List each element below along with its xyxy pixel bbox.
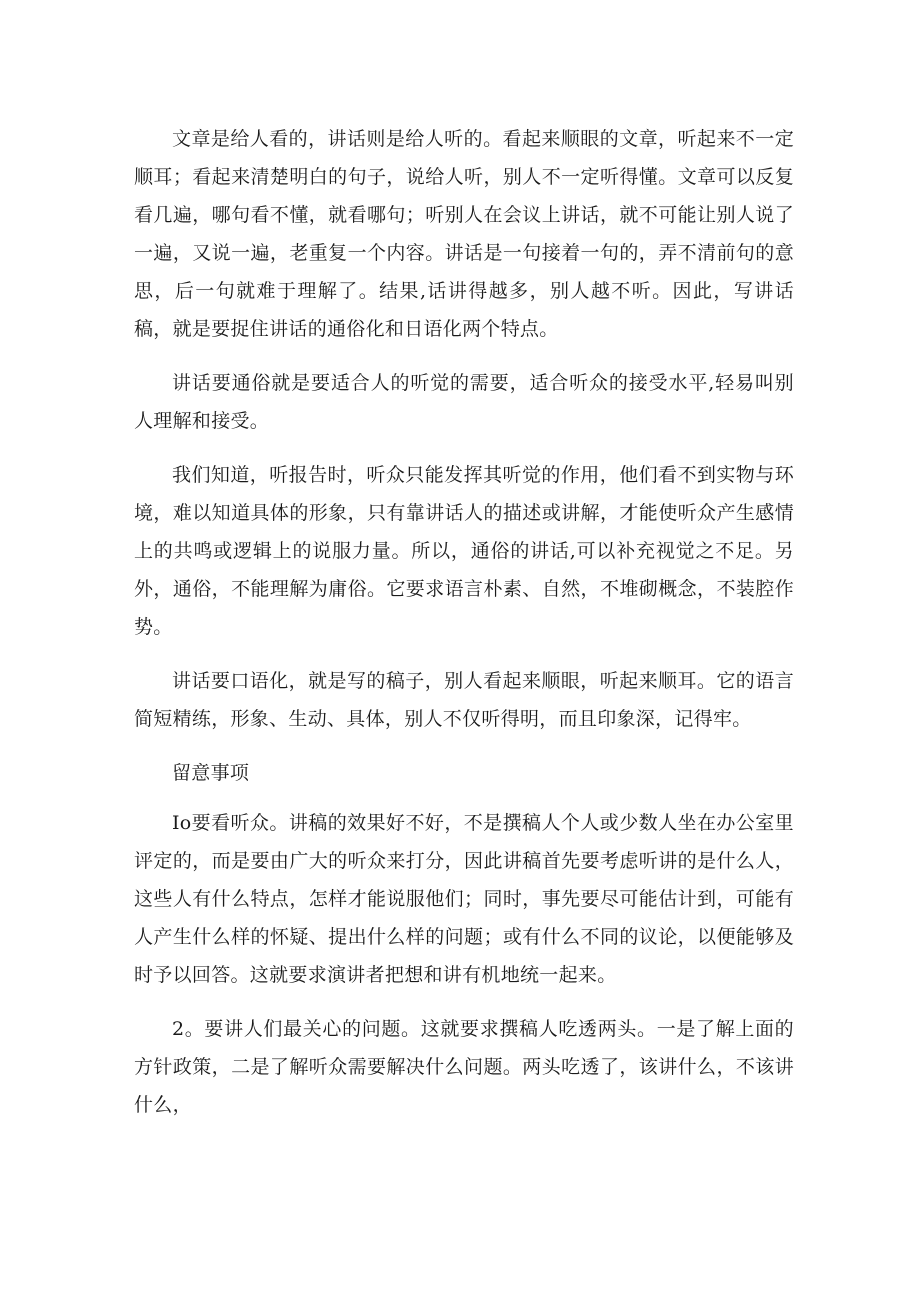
paragraph-intro: 文章是给人看的，讲话则是给人听的。看起来顺眼的文章，听起来不一定顺耳；看起来清楚明白的句子，说给人听，别人不一定听得懂。文章可以反复看几遍，哪句看不懂，就看哪句；听别人在会议上讲话，就不可能让别人说了一遍，又说一遍，老重复一个内容。讲话是一句接着一句的，弄不清前句的意思，后一句就难于理解了。结果,话讲得越多，别人越不听。因此，写讲话稿，就是要捉住讲话的通俗化和日语化两个特点。 <box>134 128 794 340</box>
paragraph-popular: 讲话要通俗就是要适合人的听觉的需要，适合听众的接受水平,轻易叫别人理解和接受。 <box>134 372 794 432</box>
paragraph-note-1: Io要看听众。讲稿的效果好不好，不是撰稿人个人或少数人坐在办公室里评定的，而是要由广大的听众来打分，因此讲稿首先要考虑听讲的是什么人，这些人有什么特点，怎样才能说服他们；同时，事先要尽可能估计到，可能有人产生什么样的怀疑、提出什么样的问题；或有什么不同的议论，以便能够及时予以回答。这就要求演讲者把想和讲有机地统一起来。 <box>134 812 794 986</box>
paragraph-colloquial: 讲话要口语化，就是写的稿子，别人看起来顺眼，听起来顺耳。它的语言简短精练，形象、生动、具体，别人不仅听得明，而且印象深，记得牢。 <box>134 670 794 730</box>
paragraph-note-2: 2。要讲人们最关心的问题。这就要求撰稿人吃透两头。一是了解上面的方针政策，二是了解听众需要解决什么问题。两头吃透了，该讲什么，不该讲什么， <box>134 1018 794 1116</box>
document-body <box>134 120 794 1140</box>
section-heading-notes: 留意事项 <box>172 762 250 784</box>
paragraph-listening: 我们知道，听报告时，听众只能发挥其听觉的作用，他们看不到实物与环境，难以知道具体的形象，只有靠讲话人的描述或讲解，才能使听众产生感情上的共鸣或逻辑上的说服力量。所以，通俗的讲话,可以补充视觉之不足。另外，通俗，不能理解为庸俗。它要求语言朴素、自然，不堆砌概念，不装腔作势。 <box>134 464 794 638</box>
